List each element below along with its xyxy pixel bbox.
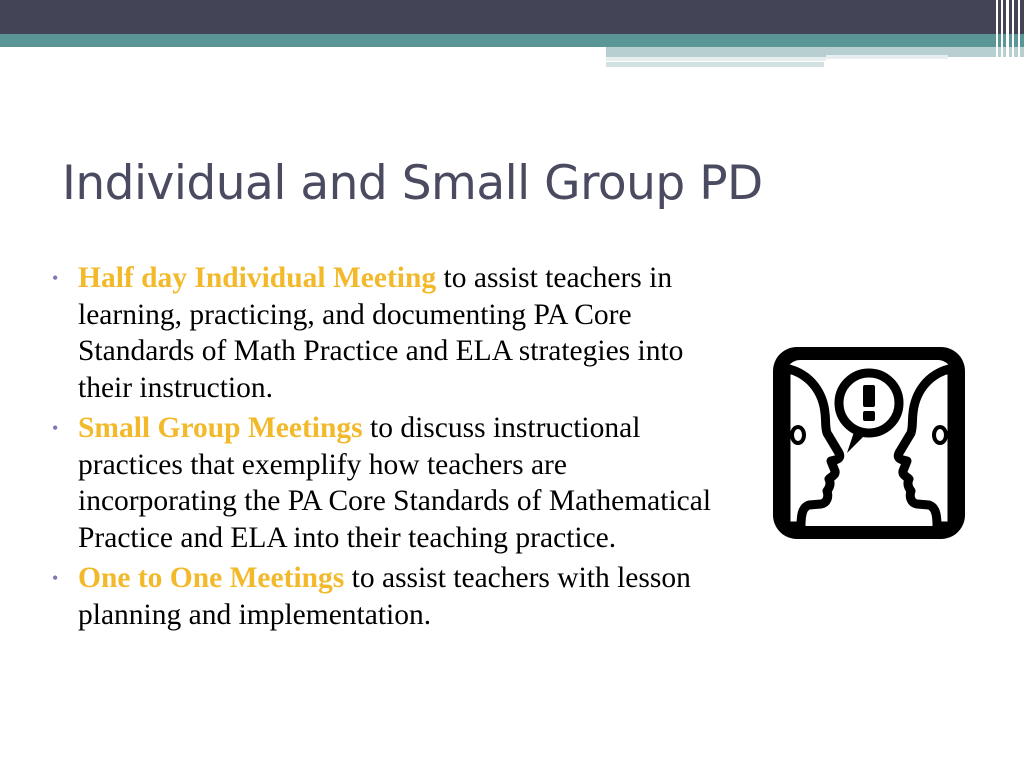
bullet-text: to assist teachers with lesson planning and implementation.: [78, 562, 691, 631]
bullet-item: [52, 410, 732, 556]
header-vertical-stripes: [992, 0, 1024, 72]
bullet-text: to discuss instructional practices that exemplify how teachers are incorporating the PA Core Standards of Mathematical Practice and ELA into their teaching practice.: [78, 412, 712, 554]
header-accent-bar: [606, 57, 826, 61]
bullet-dot-icon: •: [52, 568, 59, 588]
slide-title: Individual and Small Group PD: [62, 156, 763, 211]
bullet-dot-icon: •: [52, 268, 59, 288]
header-accent-bar: [826, 55, 948, 59]
bullet-list: [52, 260, 732, 637]
bullet-highlight: Small Group Meetings: [78, 412, 363, 444]
header-teal-bar: [0, 34, 1024, 47]
bullet-dot-icon: •: [52, 418, 59, 438]
bullet-text: to assist teachers in learning, practicing, and documenting PA Core Standards of Math Practice and ELA strategies into their instruction.: [78, 262, 684, 404]
bullet-item: [52, 260, 732, 406]
bullet-item: [52, 560, 732, 633]
bullet-highlight: Half day Individual Meeting: [78, 262, 437, 294]
two-heads-conversation-icon: [767, 341, 971, 545]
header-dark-bar: [0, 0, 1024, 34]
bullet-highlight: One to One Meetings: [78, 562, 345, 594]
header-accent-bar: [606, 62, 824, 67]
header-accent-bar: [606, 47, 1024, 57]
